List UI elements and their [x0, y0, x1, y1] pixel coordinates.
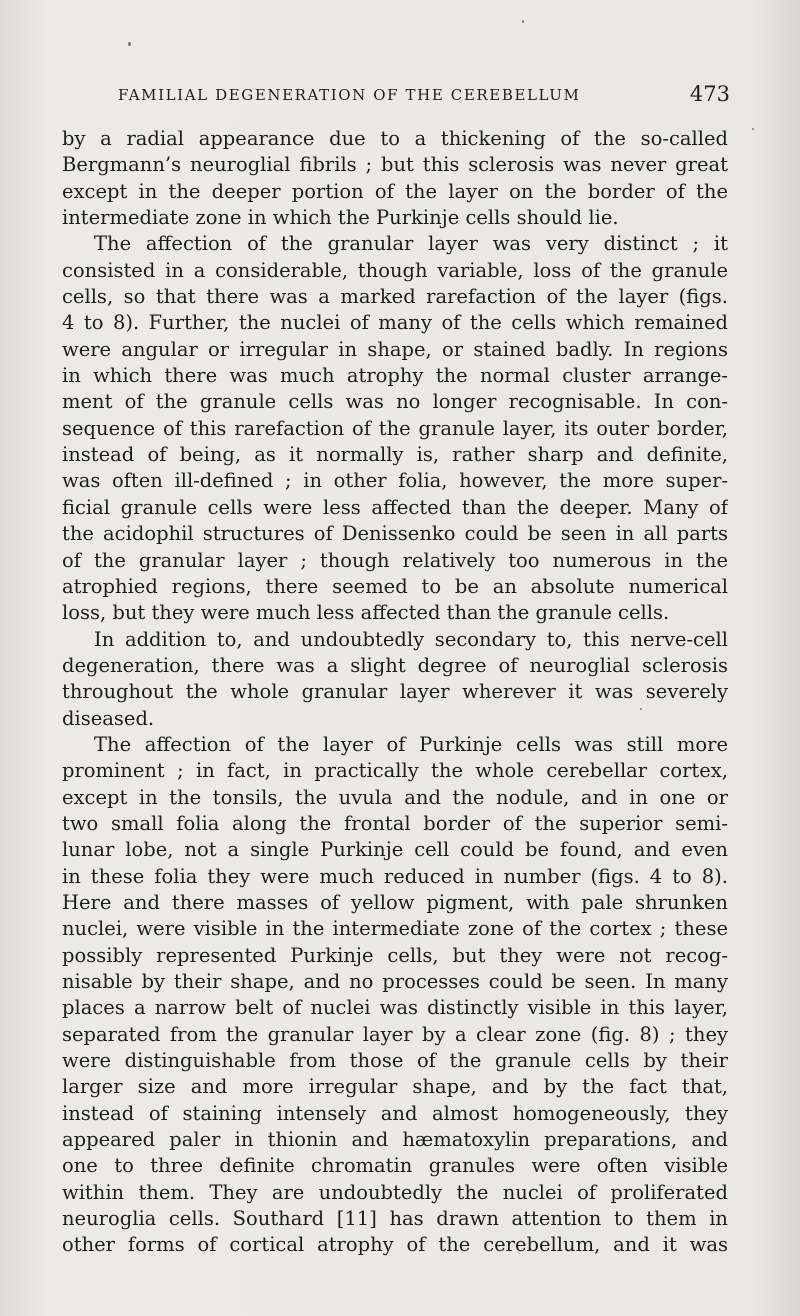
text-line: neuroglia cells. Southard [11] has drawn attention to them in [62, 1207, 728, 1231]
text-line: Here and there masses of yellow pigment, with pale shrunken [62, 890, 728, 914]
text-line: nisable by their shape, and no processes could be seen. In many [62, 970, 728, 993]
page-number: 473 [689, 82, 730, 106]
running-title: FAMILIAL DEGENERATION OF THE CEREBELLUM [118, 86, 581, 104]
scan-speck [752, 128, 754, 130]
scan-speck [640, 708, 642, 710]
text-line: larger size and more irregular shape, and by the fact that, [62, 1075, 728, 1099]
text-line: within them. They are undoubtedly the nuclei of proliferated [62, 1180, 728, 1204]
text-line: in which there was much atrophy the normal cluster arrange- [62, 364, 728, 388]
text-line: cells, so that there was a marked rarefaction of the layer (figs. [62, 285, 728, 309]
paragraph-start-line: The affection of the layer of Purkinje cells was still more [94, 732, 728, 756]
text-line: was often ill-defined ; in other folia, however, the more super- [62, 469, 728, 493]
text-line: intermediate zone in which the Purkinje cells should lie. [62, 206, 619, 230]
text-line: possibly represented Purkinje cells, but they were not recog- [62, 943, 728, 967]
paragraph-start-line: In addition to, and undoubtedly secondary to, this nerve-cell [94, 627, 728, 651]
text-line: except in the tonsils, the uvula and the nodule, and in one or [62, 785, 728, 809]
text-line: by a radial appearance due to a thickening of the so-called [62, 127, 728, 150]
text-line: were distinguishable from those of the granule cells by their [62, 1049, 728, 1073]
text-line: ment of the granule cells was no longer recognisable. In con- [62, 390, 728, 414]
scan-speck [128, 42, 131, 46]
text-line: degeneration, there was a slight degree of neuroglial sclerosis [62, 653, 728, 677]
text-line: of the granular layer ; though relatively too numerous in the [62, 548, 728, 572]
text-line: sequence of this rarefaction of the granule layer, its outer border, [62, 416, 728, 440]
text-line: the acidophil structures of Denissenko could be seen in all parts [62, 522, 728, 546]
text-line: 4 to 8). Further, the nuclei of many of the cells which remained [62, 311, 728, 335]
text-line: in these folia they were much reduced in number (figs. 4 to 8). [62, 864, 728, 888]
text-line: Bergmann’s neuroglial fibrils ; but this sclerosis was never great [62, 153, 728, 177]
text-line: were angular or irregular in shape, or stained badly. In regions [62, 337, 728, 361]
text-line: other forms of cortical atrophy of the cerebellum, and it was [62, 1233, 728, 1257]
text-line: diseased. [62, 706, 155, 730]
running-head [118, 82, 730, 108]
text-line: separated from the granular layer by a clear zone (fig. 8) ; they [62, 1022, 728, 1046]
text-line: except in the deeper portion of the layer on the border of the [62, 179, 728, 203]
text-line: one to three definite chromatin granules were often visible [62, 1154, 728, 1178]
text-line: loss, but they were much less affected than the granule cells. [62, 601, 670, 625]
text-line: consisted in a considerable, though variable, loss of the granule [62, 258, 728, 282]
text-line: instead of staining intensely and almost homogeneously, they [62, 1101, 728, 1125]
text-line: instead of being, as it normally is, rather sharp and definite, [62, 443, 728, 467]
text-line: places a narrow belt of nuclei was distinctly visible in this layer, [62, 996, 728, 1020]
text-line: prominent ; in fact, in practically the whole cerebellar cortex, [62, 759, 728, 783]
paragraph-start-line: The affection of the granular layer was very distinct ; it [94, 232, 728, 256]
text-line: appeared paler in thionin and hæmatoxylin preparations, and [62, 1128, 728, 1152]
scan-speck [522, 20, 524, 23]
body-text [62, 126, 728, 1259]
text-line: nuclei, were visible in the intermediate zone of the cortex ; these [62, 917, 728, 941]
text-line: ficial granule cells were less affected than the deeper. Many of [62, 495, 728, 519]
text-line: two small folia along the frontal border of the superior semi- [62, 811, 728, 835]
text-line: atrophied regions, there seemed to be an absolute numerical [62, 574, 728, 598]
text-line: lunar lobe, not a single Purkinje cell could be found, and even [62, 838, 728, 862]
text-line: throughout the whole granular layer wherever it was severely [62, 680, 728, 704]
